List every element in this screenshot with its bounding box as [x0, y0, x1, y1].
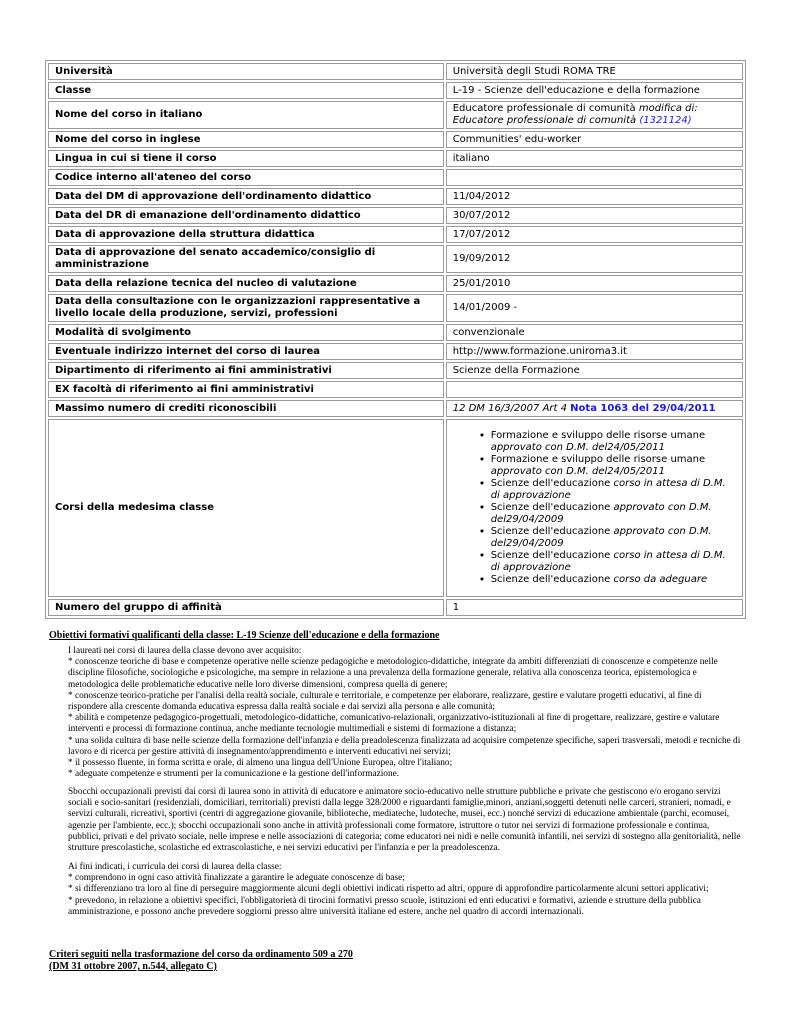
row-value: 19/09/2012: [446, 245, 743, 273]
modifica-label: modifica di:: [638, 103, 698, 114]
row-value: L-19 - Scienze dell'educazione e della formazione: [446, 82, 743, 99]
row-value: [446, 169, 743, 186]
row-label: Classe: [48, 82, 444, 99]
obiettivi-paragraph-1: I laureati nei corsi di laurea della classe devono aver acquisito: * conoscenze teoriche di base e competenze operative nelle scienze pedagogiche e metodologico-didattiche, integrate da ambiti differenziati di conoscenze e competenze nelle discipline filosofiche, sociologiche e psicologiche, ma sempre in relazione a una prevalenza della formazione generale, relativa alla conoscenza teorica, epistemologica e metodologica delle problematiche educative nelle loro diverse dimensioni, compresa quella di genere; * conoscenze teorico-pratiche per l'analisi della realtà sociale, culturale e territoriale, e competenze per elaborare, realizzare, gestire e valutare progetti educativi, al fine di rispondere alla crescente domanda educativa espressa dalla realtà sociale e dai servizi alla persona e alle comunità; * abilità e competenze pedagogico-progettuali, metodologico-didattiche, comunicativo-relazionali, organizzativo-istituzionali al fine di progettare, realizzare, gestire e valutare interventi e processi di formazione continua, anche mediante tecnologie multimediali e sistemi di formazione a distanza; * una solida cultura di base nelle scienze della formazione dell'infanzia e della preadolescenza finalizzata ad acquisire competenze specifiche, saperi trasversali, metodi e tecniche di lavoro e di ricerca per gestire attività di insegnamento/apprendimento e interventi educativi nei servizi; * il possesso fluente, in forma scritta e orale, di almeno una lingua dell'Unione Europea, oltre l'italiano; * adeguate competenze e strumenti per la comunicazione e la gestione dell'informazione.: [68, 646, 741, 780]
modifica-code-link[interactable]: (1321124): [639, 115, 692, 126]
row-value: italiano: [446, 150, 743, 167]
row-label: Data del DR di emanazione dell'ordinamento didattico: [48, 207, 444, 224]
row-value: [446, 101, 743, 129]
row-label: Codice interno all'ateneo del corso: [48, 169, 444, 186]
row-label: Massimo numero di crediti riconoscibili: [48, 400, 444, 417]
row-label: EX facoltà di riferimento ai fini amministrativi: [48, 381, 444, 398]
corsi-list: [453, 430, 736, 586]
course-name-it: Educatore professionale di comunità: [452, 103, 636, 114]
table-row: [48, 362, 743, 379]
row-value: 11/04/2012: [446, 188, 743, 205]
table-row: [48, 82, 743, 99]
criteri-title-line-1: Criteri seguiti nella trasformazione del corso da ordinamento 509 a 270: [49, 949, 353, 960]
row-label: Nome del corso in italiano: [48, 101, 444, 129]
obiettivi-title: Obiettivi formativi qualificanti della classe: L-19 Scienze dell'educazione e della formazione: [49, 630, 440, 641]
list-item: [491, 430, 736, 454]
modifica-value: Educatore professionale di comunità: [452, 115, 637, 126]
corso-name: Scienze dell'educazione: [490, 550, 611, 561]
row-value: 1: [446, 599, 743, 616]
row-label: Eventuale indirizzo internet del corso di laurea: [48, 343, 444, 360]
table-row: [48, 400, 743, 417]
corso-status: approvato con D.M. del24/05/2011: [490, 466, 665, 477]
obiettivi-paragraph-3: Ai fini indicati, i curricula dei corsi di laurea della classe: * comprendono in ogni caso attività finalizzate a garantire le adeguate conoscenze di base; * si differenziano tra loro al fine di perseguire maggiormente alcuni degli obiettivi indicati rispetto ad altri, oppure di approfondire particolarmente alcuni settori applicativi; * prevedono, in relazione a obiettivi specifici, l'obbligatorietà di tirocini formativi presso scuole, istituzioni ed enti educativi e formativi, aziende e strutture della pubblica amministrazione, e possono anche prevedere soggiorni presso altre università italiane ed estere, anche nel quadro di accordi internazionali.: [68, 862, 709, 917]
obiettivi-body-3: [68, 862, 743, 918]
obiettivi-paragraph-2: Sbocchi occupazionali previsti dai corsi di laurea sono in attività di educatore e animatore socio-educativo nelle strutture pubbliche e private che gestiscono e/o erogano servizi sociali e socio-sanitari (residenziali, domiciliari, territoriali) previsti dalla legge 328/2000 e riguardanti famiglie,minori, anziani,soggetti detenuti nelle carceri, stranieri, nomadi, e servizi culturali, ricreativi, sportivi (centri di aggregazione giovanile, biblioteche, mediateche, ludoteche, musei, ecc.) nonché servizi di educazione ambientale (parchi, ecomusei, agenzie per l'ambiente, ecc.); sbocchi occupazionali sono anche in attività professionali come formatore, istruttore o tutor nei servizi di formazione professionale e continua, pubblici, privati e del privato sociale, nelle imprese e nelle associazioni di categoria; come educatori nei nidi e nelle comunità infantili, nei servizi di sostegno alla genitorialità, nelle strutture prescolastiche, scolastiche ed extrascolastiche, e nei servizi educativi per l'infanzia e per la preadolescenza.: [68, 787, 741, 854]
list-item: [491, 502, 736, 526]
website-url: http://www.formazione.uniroma3.it: [446, 343, 743, 360]
corso-name: Scienze dell'educazione: [490, 526, 611, 537]
table-row: [48, 381, 743, 398]
table-row: [48, 188, 743, 205]
row-label: Lingua in cui si tiene il corso: [48, 150, 444, 167]
row-label: Nome del corso in inglese: [48, 131, 444, 148]
criteri-title: [49, 949, 353, 973]
table-row: [48, 150, 743, 167]
obiettivi-body: [68, 646, 743, 780]
table-row: [48, 275, 743, 292]
nota-link[interactable]: Nota 1063 del 29/04/2011: [570, 402, 716, 414]
row-value: 25/01/2010: [446, 275, 743, 292]
corso-name: Scienze dell'educazione: [490, 478, 611, 489]
list-item: [491, 526, 736, 550]
row-label: Data del DM di approvazione dell'ordinamento didattico: [48, 188, 444, 205]
row-value: 17/07/2012: [446, 226, 743, 243]
corso-status: approvato con D.M. del24/05/2011: [490, 442, 665, 453]
row-value: [446, 381, 743, 398]
row-label: Data della relazione tecnica del nucleo di valutazione: [48, 275, 444, 292]
row-value: [446, 400, 743, 417]
table-row: [48, 324, 743, 341]
row-label: Università: [48, 63, 444, 80]
row-label: Numero del gruppo di affinità: [48, 599, 444, 616]
corso-status: corso in attesa di D.M. di approvazione: [490, 550, 726, 573]
row-label: Modalità di svolgimento: [48, 324, 444, 341]
corso-status: corso in attesa di D.M. di approvazione: [490, 478, 726, 501]
row-value: Communities' edu-worker: [446, 131, 743, 148]
row-value: Università degli Studi ROMA TRE: [446, 63, 743, 80]
corsi-cell: [446, 419, 743, 597]
row-label: Data della consultazione con le organizzazioni rappresentative a livello locale della produzione, servizi, professioni: [48, 294, 444, 322]
table-row: [48, 294, 743, 322]
table-row: [48, 101, 743, 129]
corso-status: corso da adeguare: [613, 574, 708, 585]
corso-status: approvato con D.M. del29/04/2009: [490, 526, 712, 549]
obiettivi-body-2: [68, 787, 743, 854]
row-label: Dipartimento di riferimento ai fini amministrativi: [48, 362, 444, 379]
crediti-text: 12 DM 16/3/2007 Art 4: [452, 402, 567, 414]
course-info-table: [45, 60, 746, 619]
row-label: Corsi della medesima classe: [48, 419, 444, 597]
corso-name: Scienze dell'educazione: [490, 574, 611, 585]
list-item: [491, 574, 736, 586]
row-value: 14/01/2009 -: [446, 294, 743, 322]
row-value: 30/07/2012: [446, 207, 743, 224]
corso-name: Formazione e sviluppo delle risorse umane: [490, 454, 706, 465]
table-row: [48, 599, 743, 616]
table-row: [48, 343, 743, 360]
row-value: convenzionale: [446, 324, 743, 341]
corso-status: approvato con D.M. del29/04/2009: [490, 502, 712, 525]
table-row: [48, 245, 743, 273]
corso-name: Formazione e sviluppo delle risorse umane: [490, 430, 706, 441]
list-item: [491, 550, 736, 574]
table-row: [48, 207, 743, 224]
criteri-title-line-2: (DM 31 ottobre 2007, n.544, allegato C): [49, 961, 217, 972]
table-row: [48, 419, 743, 597]
list-item: [491, 454, 736, 478]
row-label: Data di approvazione del senato accademico/consiglio di amministrazione: [48, 245, 444, 273]
corso-name: Scienze dell'educazione: [490, 502, 611, 513]
row-value: Scienze della Formazione: [446, 362, 743, 379]
table-row: [48, 226, 743, 243]
table-row: [48, 131, 743, 148]
table-row: [48, 63, 743, 80]
table-row: [48, 169, 743, 186]
row-label: Data di approvazione della struttura didattica: [48, 226, 444, 243]
list-item: [491, 478, 736, 502]
